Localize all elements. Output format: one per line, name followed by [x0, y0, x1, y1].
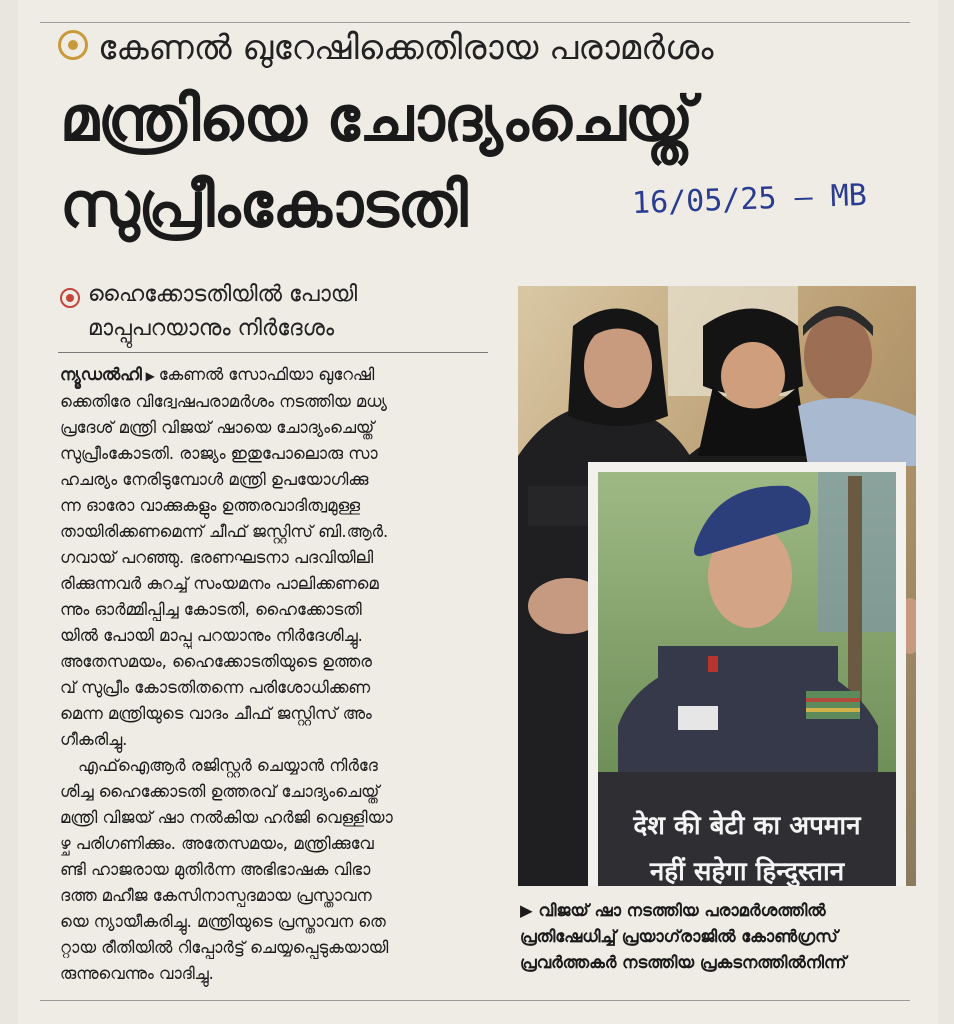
caption-line: പ്രവർത്തകർ നടത്തിയ പ്രകടനത്തിൽനിന്ന് [520, 953, 847, 972]
body-line: ദത്ത മഹീജ കേസിനാസ്പദമായ പ്രസ്താവന [60, 886, 372, 905]
body-line: ഗവായ് പറഞ്ഞു. ഭരണഘടനാ പദവിയിലി [60, 548, 374, 567]
body-line: ന്നും ഓർമ്മിപ്പിച്ച കോടതി, ഹൈക്കോടതി [60, 600, 362, 619]
body-line: ന്ന ഓരോ വാക്കുകളും ഉത്തരവാദിത്വമുള്ള [60, 496, 360, 515]
body-line: ഴ്ച പരിഗണിക്കും. അതേസമയം, മന്ത്രിക്കുവേ [60, 834, 374, 853]
kicker: കേണൽ ഖുറേഷിക്കെതിരായ പരാമർശം [98, 28, 714, 68]
body-line: ഹചര്യം നേരിടുമ്പോൾ മന്ത്രി ഉപയോഗിക്കു [60, 470, 369, 489]
body-line: എഫ്ഐആർ രജിസ്റ്റർ ചെയ്യാൻ നിർദേ [78, 756, 378, 775]
body-line: രിക്കുന്നവർ കുറച്ച് സംയമനം പാലിക്കണമെ [60, 574, 379, 593]
caption-line: ▶ വിജയ് ഷാ നടത്തിയ പരാമർശത്തിൽ [520, 901, 826, 920]
headline-line-2: സുപ്രീംകോടതി [60, 168, 467, 241]
caption-line: പ്രതിഷേധിച്ച് പ്രയാഗ്‌രാജിൽ കോൺഗ്രസ് [520, 927, 838, 946]
poster-text-line-1: देश की बेटी का अपमान [633, 811, 861, 841]
handwritten-note: 16/05/25 – MB [631, 177, 868, 222]
subheadline-line-1: ഹൈക്കോടതിയിൽ പോയി [88, 282, 358, 307]
body-line: തായിരിക്കണമെന്ന് ചീഫ് ജസ്റ്റിസ് ബി.ആർ. [60, 522, 389, 541]
article-body [60, 362, 492, 987]
top-divider [40, 22, 910, 23]
body-line: ക്കെതിരേ വിദ്വേഷപരാമർശം നടത്തിയ മധ്യ [60, 392, 387, 411]
protest-photo-illustration [518, 286, 916, 886]
body-line: യെ ന്യായീകരിച്ചു. മന്ത്രിയുടെ പ്രസ്താവന തെ [60, 912, 386, 931]
body-line: മെന്ന മന്ത്രിയുടെ വാദം ചീഫ് ജസ്റ്റിസ് അം [60, 704, 372, 723]
body-line: റ്റായ രീതിയിൽ റിപ്പോർട്ട് ചെയ്യപ്പെടുകയായി [60, 938, 389, 957]
news-photo [518, 286, 916, 886]
body-line: ണ്ടി ഹാജരായ മുതിർന്ന അഭിഭാഷക വിഭാ [60, 860, 371, 879]
subhead-bullet-icon [60, 288, 80, 308]
body-line: ന്യൂഡൽഹി ▶ കേണൽ സോഫിയാ ഖുറേഷി [60, 365, 375, 384]
body-line: വ് സുപ്രീം കോടതിതന്നെ പരിശോധിക്കണ [60, 678, 371, 697]
kicker-bullet-icon [58, 30, 88, 60]
bottom-divider [40, 1000, 910, 1001]
body-line: സുപ്രീംകോടതി. രാജ്യം ഇതുപോലൊരു സാ [60, 444, 378, 463]
subheadline-line-2: മാപ്പുപറയാനും നിർദേശം [88, 316, 335, 341]
headline-line-1: മന്ത്രിയെ ചോദ്യംചെയ്ത് [60, 82, 693, 155]
dateline: ന്യൂഡൽഹി [60, 365, 142, 384]
body-line: ഗീകരിച്ചു. [60, 730, 128, 749]
body-line: ശിച്ച ഹൈക്കോടതി ഉത്തരവ് ചോദ്യംചെയ്ത് [60, 782, 380, 801]
body-line: അതേസമയം, ഹൈക്കോടതിയുടെ ഉത്തര [60, 652, 372, 671]
body-line: രുന്നുവെന്നും വാദിച്ചു. [60, 964, 214, 983]
poster-text-line-2: नहीं सहेगा हिन्दुस्तान [649, 857, 845, 886]
dateline-arrow-icon: ▶ [141, 369, 159, 383]
body-line: മന്ത്രി വിജയ് ഷാ നൽകിയ ഹർജി വെള്ളിയാ [60, 808, 393, 827]
photo-caption [520, 898, 920, 976]
body-line: പ്രദേശ് മന്ത്രി വിജയ് ഷായെ ചോദ്യംചെയ്ത് [60, 418, 375, 437]
caption-arrow-icon: ▶ [520, 901, 539, 920]
body-line: യിൽ പോയി മാപ്പു പറയാനും നിർദേശിച്ചു. [60, 626, 363, 645]
subhead-rule [58, 352, 488, 353]
